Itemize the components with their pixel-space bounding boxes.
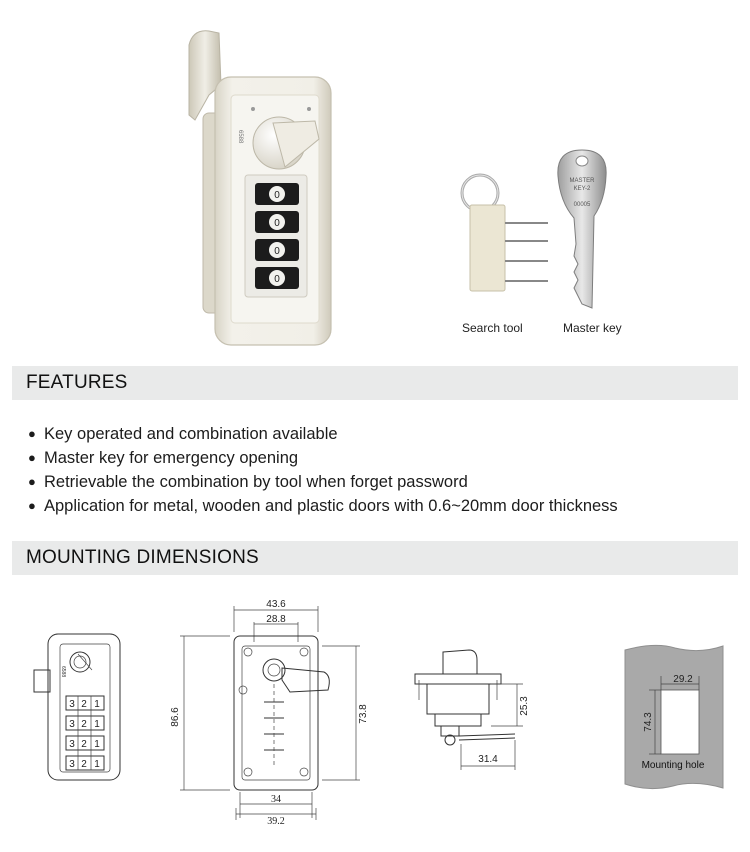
svg-text:6588: 6588 bbox=[237, 130, 243, 144]
combination-lock-photo bbox=[175, 25, 345, 350]
dim-side-height: 25.3 bbox=[519, 696, 530, 716]
small-view-digit: 3 bbox=[69, 759, 75, 770]
feature-item: ● Application for metal, wooden and plastic doors with 0.6~20mm door thickness bbox=[28, 494, 618, 518]
mounting-hole-label: Mounting hole bbox=[641, 760, 705, 771]
small-view-digit: 3 bbox=[69, 719, 75, 730]
small-view-digit: 2 bbox=[81, 699, 87, 710]
features-header bbox=[12, 366, 738, 400]
dim-hole-height: 74.3 bbox=[643, 712, 654, 732]
svg-text:6588: 6588 bbox=[60, 666, 66, 678]
dim-height-outer: 86.6 bbox=[170, 707, 181, 727]
key-inscription: KEY-2 bbox=[573, 186, 591, 192]
dim-width-bottom-outer: 39.2 bbox=[267, 816, 285, 827]
feature-item: ● Retrievable the combination by tool when forget password bbox=[28, 470, 618, 494]
rear-view-drawing bbox=[160, 592, 380, 832]
mounting-header bbox=[12, 541, 738, 575]
small-view-digit: 2 bbox=[81, 739, 87, 750]
dial-digit: 0 bbox=[274, 274, 280, 285]
bullet-icon: ● bbox=[28, 450, 36, 465]
mounting-title: MOUNTING DIMENSIONS bbox=[26, 547, 259, 568]
key-code: 00005 bbox=[573, 202, 591, 208]
bullet-icon: ● bbox=[28, 474, 36, 489]
small-view-digit: 1 bbox=[94, 719, 100, 730]
bullet-icon: ● bbox=[28, 498, 36, 513]
small-view-digit: 2 bbox=[81, 719, 87, 730]
features-list bbox=[28, 422, 618, 518]
features-title: FEATURES bbox=[26, 372, 128, 393]
small-view-digit: 3 bbox=[69, 739, 75, 750]
small-view-digit: 1 bbox=[94, 699, 100, 710]
bullet-icon: ● bbox=[28, 426, 36, 441]
search-tool-photo bbox=[450, 165, 555, 300]
feature-item: ● Master key for emergency opening bbox=[28, 446, 618, 470]
dial-digit: 0 bbox=[274, 218, 280, 229]
search-tool-caption: Search tool bbox=[462, 321, 523, 335]
small-view-digit: 3 bbox=[69, 699, 75, 710]
master-key-caption: Master key bbox=[563, 321, 622, 335]
dim-width-inner-top: 28.8 bbox=[266, 614, 286, 625]
small-view-digit: 2 bbox=[81, 759, 87, 770]
small-view-digit: 1 bbox=[94, 759, 100, 770]
dim-width-bottom-inner: 34 bbox=[271, 794, 281, 805]
dial-digit: 0 bbox=[274, 246, 280, 257]
feature-item: ● Key operated and combination available bbox=[28, 422, 618, 446]
dim-height-inner: 73.8 bbox=[358, 704, 369, 724]
dim-width-outer: 43.6 bbox=[266, 599, 286, 610]
key-inscription: MASTER bbox=[569, 178, 595, 184]
small-view-digit: 1 bbox=[94, 739, 100, 750]
small-front-view-drawing bbox=[20, 628, 130, 788]
side-view-drawing bbox=[405, 640, 535, 775]
dial-digit: 0 bbox=[274, 190, 280, 201]
master-key-photo bbox=[552, 148, 612, 313]
dim-hole-width: 29.2 bbox=[673, 674, 693, 685]
dim-side-depth: 31.4 bbox=[478, 754, 498, 765]
mounting-hole-drawing bbox=[615, 640, 730, 795]
